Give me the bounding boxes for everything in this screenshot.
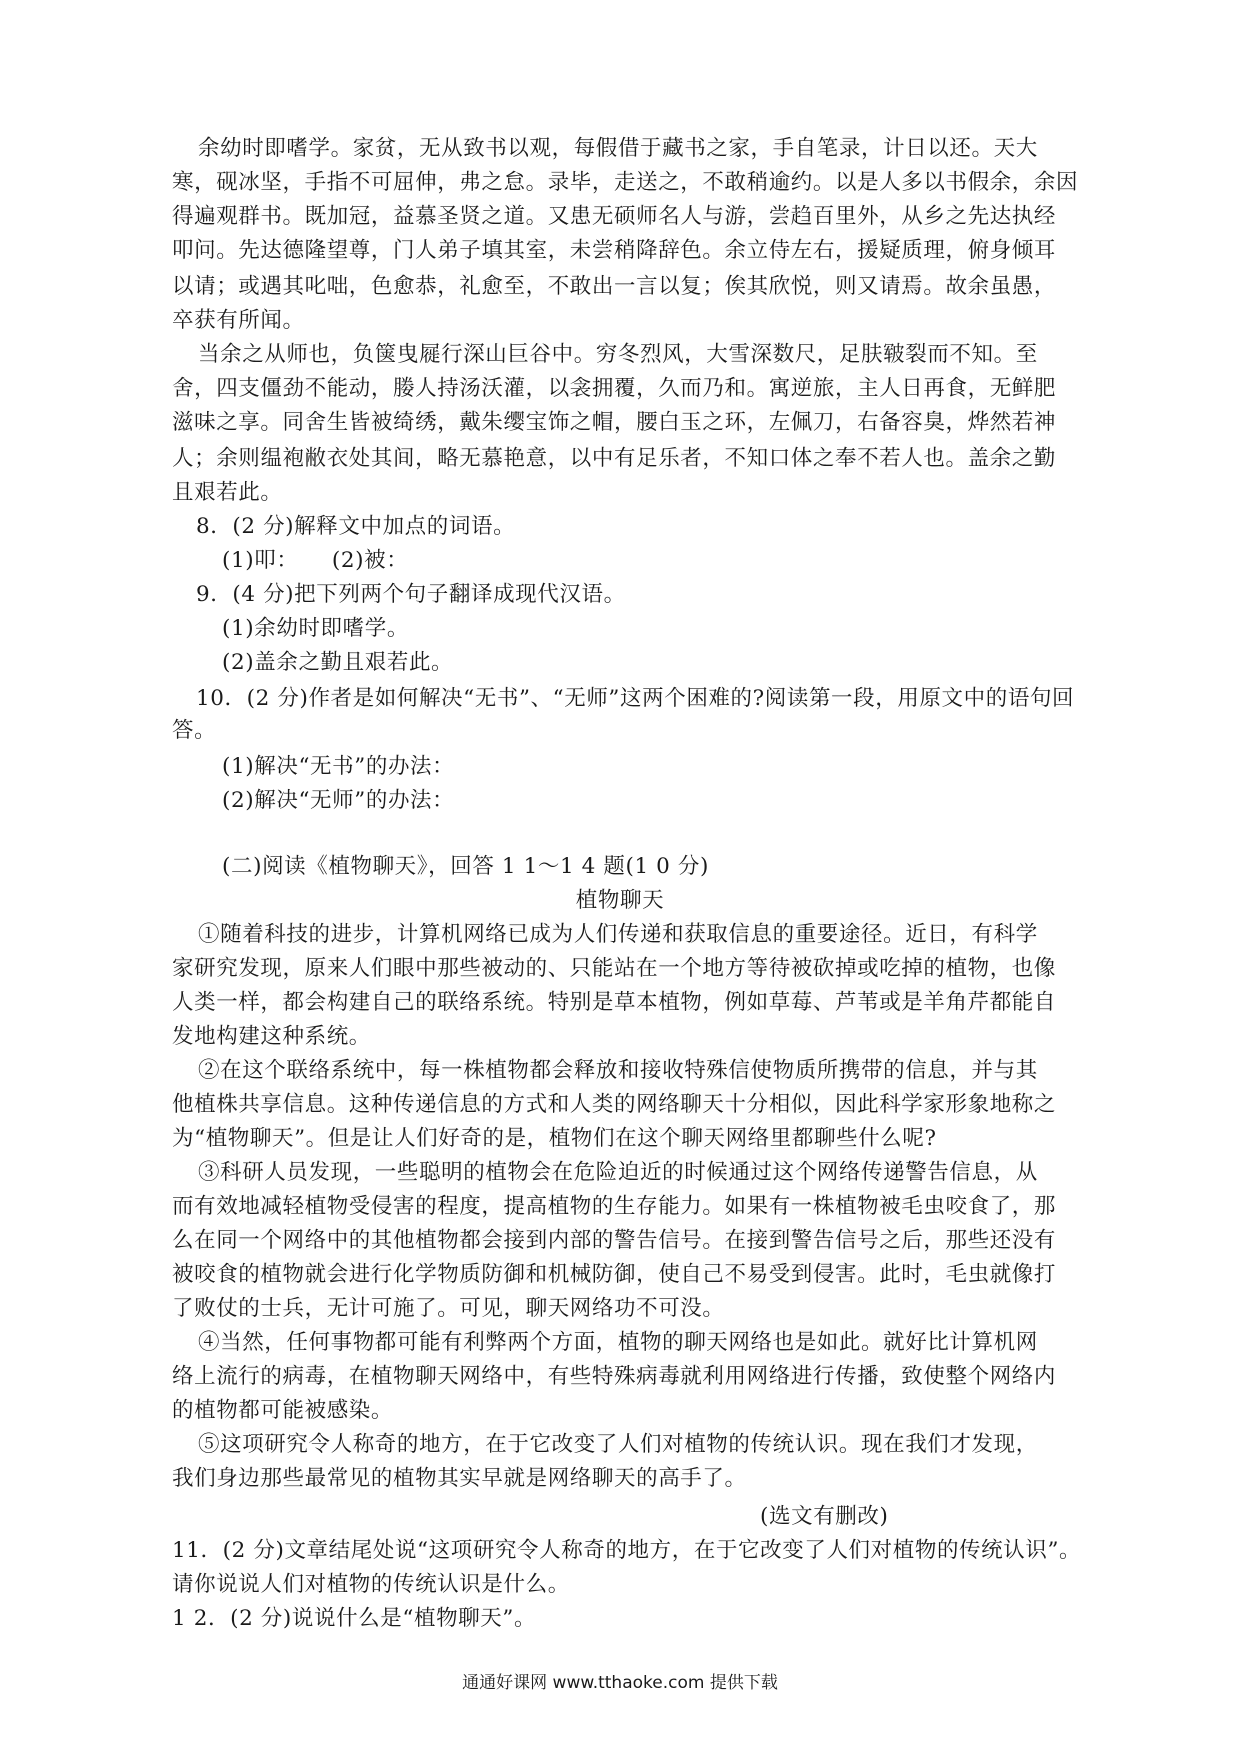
passage1-line-8: 舍，四支僵劲不能动，媵人持汤沃灌，以衾拥覆，久而乃和。寓逆旅，主人日再食，无鲜肥 (172, 376, 1057, 401)
section2-line-1: ①随着科技的进步，计算机网络已成为人们传递和获取信息的重要途径。近日，有科学 (198, 922, 1038, 947)
question-9: 9．(4 分)把下列两个句子翻译成现代汉语。 (196, 582, 626, 607)
passage1-line-1: 余幼时即嗜学。家贫，无从致书以观，每假借于藏书之家，手自笔录，计日以还。天大 (198, 136, 1038, 161)
section2-line-2: 家研究发现，原来人们眼中那些被动的、只能站在一个地方等待被砍掉或吃掉的植物，也像 (172, 956, 1057, 981)
question-12: 1 2．(2 分)说说什么是“植物聊天”。 (172, 1606, 537, 1631)
passage1-line-7: 当余之从师也，负箧曳屣行深山巨谷中。穷冬烈风，大雪深数尺，足肤皲裂而不知。至 (198, 342, 1038, 367)
passage1-line-4: 叩问。先达德隆望尊，门人弟子填其室，未尝稍降辞色。余立侍左右，援疑质理，俯身倾耳 (172, 238, 1057, 263)
passage1-line-3: 得遍观群书。既加冠，益慕圣贤之道。又患无硕师名人与游，尝趋百里外，从乡之先达执经 (172, 204, 1057, 229)
passage1-line-9: 滋味之享。同舍生皆被绮绣，戴朱缨宝饰之帽，腰白玉之环，左佩刀，右备容臭，烨然若神 (172, 410, 1057, 435)
section2-line-7: 为“植物聊天”。但是让人们好奇的是，植物们在这个聊天网络里都聊些什么呢? (172, 1126, 937, 1151)
question-11-cont: 请你说说人们对植物的传统认识是什么。 (172, 1572, 570, 1597)
section2-line-12: 了败仗的士兵，无计可施了。可见，聊天网络功不可没。 (172, 1296, 725, 1321)
section2-line-16: ⑤这项研究令人称奇的地方，在于它改变了人们对植物的传统认识。现在我们才发现， (198, 1432, 1038, 1457)
section2-line-15: 的植物都可能被感染。 (172, 1398, 394, 1423)
section2-line-6: 他植株共享信息。这种传递信息的方式和人类的网络聊天十分相似，因此科学家形象地称之 (172, 1092, 1057, 1117)
passage1-line-6: 卒获有所闻。 (172, 308, 305, 333)
source-note: (选文有删改) (760, 1504, 889, 1529)
section2-line-14: 络上流行的病毒，在植物聊天网络中，有些特殊病毒就利用网络进行传播，致使整个网络内 (172, 1364, 1057, 1389)
section2-line-11: 被咬食的植物就会进行化学物质防御和机械防御，使自己不易受到侵害。此时，毛虫就像打 (172, 1262, 1057, 1287)
section2-line-4: 发地构建这种系统。 (172, 1024, 371, 1049)
section2-line-10: 么在同一个网络中的其他植物都会接到内部的警告信号。在接到警告信号之后，那些还没有 (172, 1228, 1057, 1253)
section2-title: 植物聊天 (575, 888, 665, 913)
passage1-line-5: 以请；或遇其叱咄，色愈恭，礼愈至，不敢出一言以复；俟其欣悦，则又请焉。故余虽愚， (172, 274, 1057, 299)
passage1-line-10: 人；余则缊袍敝衣处其间，略无慕艳意，以中有足乐者，不知口体之奉不若人也。盖余之勤 (172, 446, 1057, 471)
question-8-items: (1)叩： (2)被： (222, 548, 409, 573)
section2-intro: (二)阅读《植物聊天》，回答 1 1～1 4 题(1 0 分) (222, 854, 709, 879)
section2-line-3: 人类一样，都会构建自己的联络系统。特别是草本植物，例如草莓、芦苇或是羊角芹都能自 (172, 990, 1057, 1015)
section2-line-5: ②在这个联络系统中，每一株植物都会释放和接收特殊信使物质所携带的信息，并与其 (198, 1058, 1038, 1083)
passage1-line-2: 寒，砚冰坚，手指不可屈伸，弗之怠。录毕，走送之，不敢稍逾约。以是人多以书假余，余因 (172, 170, 1079, 195)
question-10: 10．(2 分)作者是如何解决“无书”、“无师”这两个困难的?阅读第一段，用原文中的语句回 (196, 686, 1075, 711)
question-8: 8．(2 分)解释文中加点的词语。 (196, 514, 516, 539)
section2-line-8: ③科研人员发现，一些聪明的植物会在危险迫近的时候通过这个网络传递警告信息，从 (198, 1160, 1038, 1185)
question-11: 11．(2 分)文章结尾处说“这项研究令人称奇的地方，在于它改变了人们对植物的传统认识”。 (172, 1538, 1082, 1563)
section2-line-13: ④当然，任何事物都可能有利弊两个方面，植物的聊天网络也是如此。就好比计算机网 (198, 1330, 1038, 1355)
section2-line-17: 我们身边那些最常见的植物其实早就是网络聊天的高手了。 (172, 1466, 747, 1491)
footer-credit: 通通好课网 www.tthaoke.com 提供下载 (462, 1673, 778, 1693)
question-10-cont: 答。 (172, 718, 217, 743)
passage1-line-11: 且艰若此。 (172, 480, 283, 505)
section2-line-9: 而有效地减轻植物受侵害的程度，提高植物的生存能力。如果有一株植物被毛虫咬食了，那 (172, 1194, 1057, 1219)
question-10-item-1: (1)解决“无书”的办法： (222, 754, 455, 779)
question-9-item-2: (2)盖余之勤且艰若此。 (222, 650, 454, 675)
question-10-item-2: (2)解决“无师”的办法： (222, 788, 455, 813)
question-9-item-1: (1)余幼时即嗜学。 (222, 616, 409, 641)
